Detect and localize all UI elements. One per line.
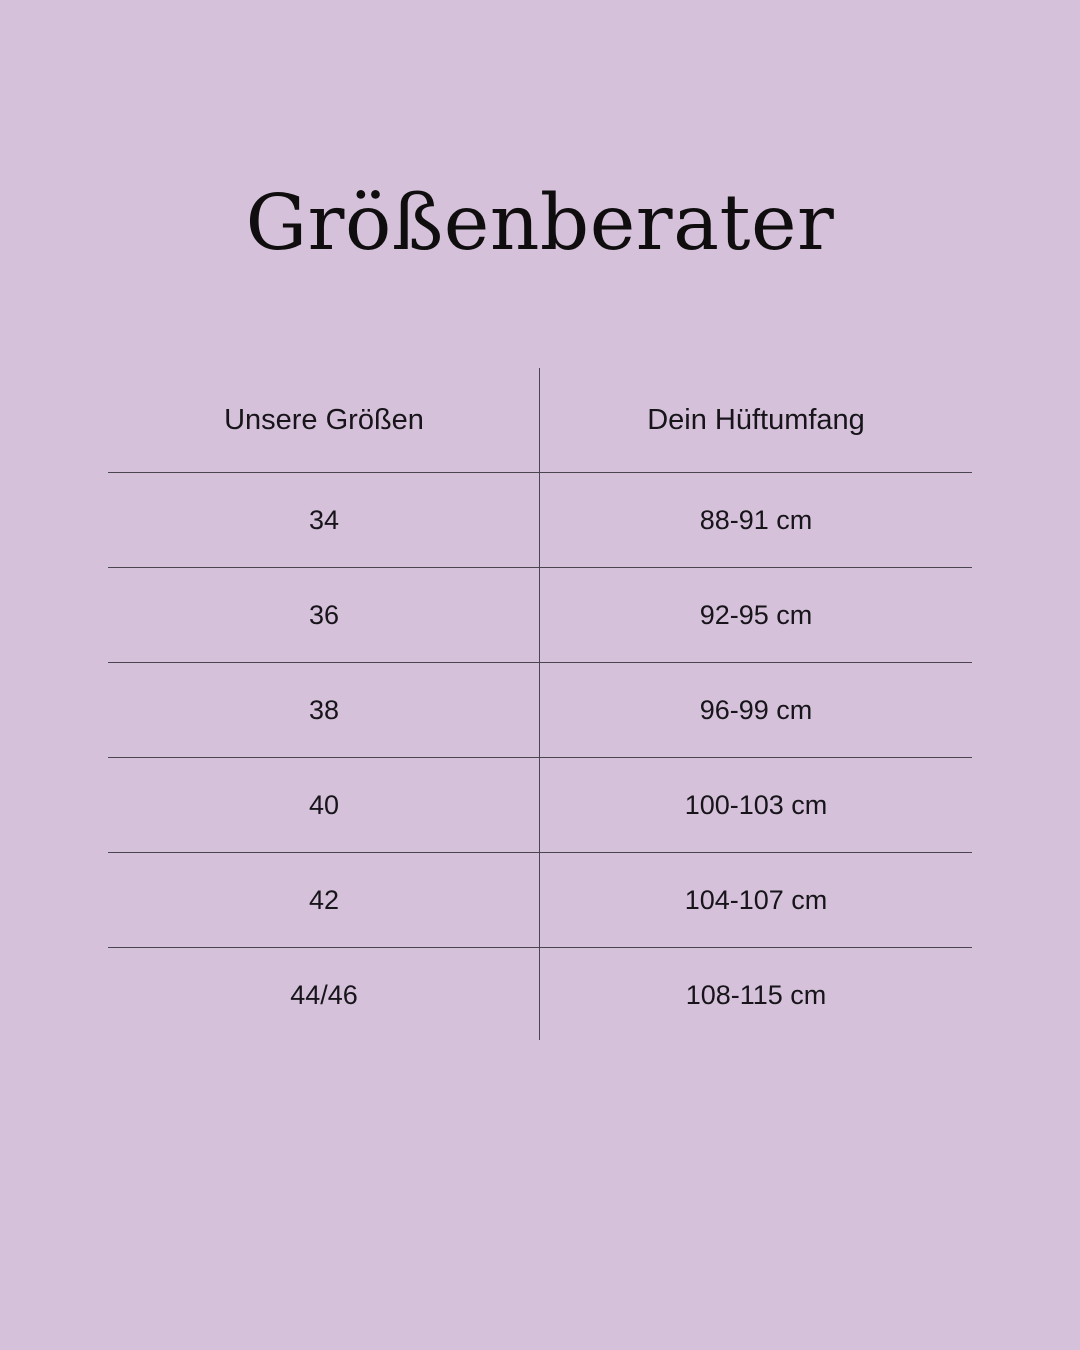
cell-hip: 104-107 cm (540, 853, 972, 948)
table-row (108, 853, 972, 948)
table-header (108, 368, 972, 473)
size-chart-table (108, 368, 972, 1042)
cell-size: 34 (108, 473, 540, 568)
cell-hip: 88-91 cm (540, 473, 972, 568)
cell-size: 38 (108, 663, 540, 758)
cell-size: 36 (108, 568, 540, 663)
cell-size: 42 (108, 853, 540, 948)
column-divider (539, 368, 540, 1040)
table-body (108, 473, 972, 1043)
cell-hip: 92-95 cm (540, 568, 972, 663)
cell-hip: 100-103 cm (540, 758, 972, 853)
column-header-hip: Dein Hüftumfang (540, 368, 972, 473)
page-title: Größenberater (245, 178, 835, 268)
table-row (108, 663, 972, 758)
cell-size: 40 (108, 758, 540, 853)
table-row (108, 948, 972, 1043)
column-header-size: Unsere Größen (108, 368, 540, 473)
cell-hip: 96-99 cm (540, 663, 972, 758)
table-header-row (108, 368, 972, 473)
cell-hip: 108-115 cm (685, 979, 827, 1010)
cell-size: 44/46 (290, 979, 358, 1010)
size-table-container (108, 368, 972, 1042)
table-row (108, 758, 972, 853)
table-row (108, 473, 972, 568)
table-row (108, 568, 972, 663)
